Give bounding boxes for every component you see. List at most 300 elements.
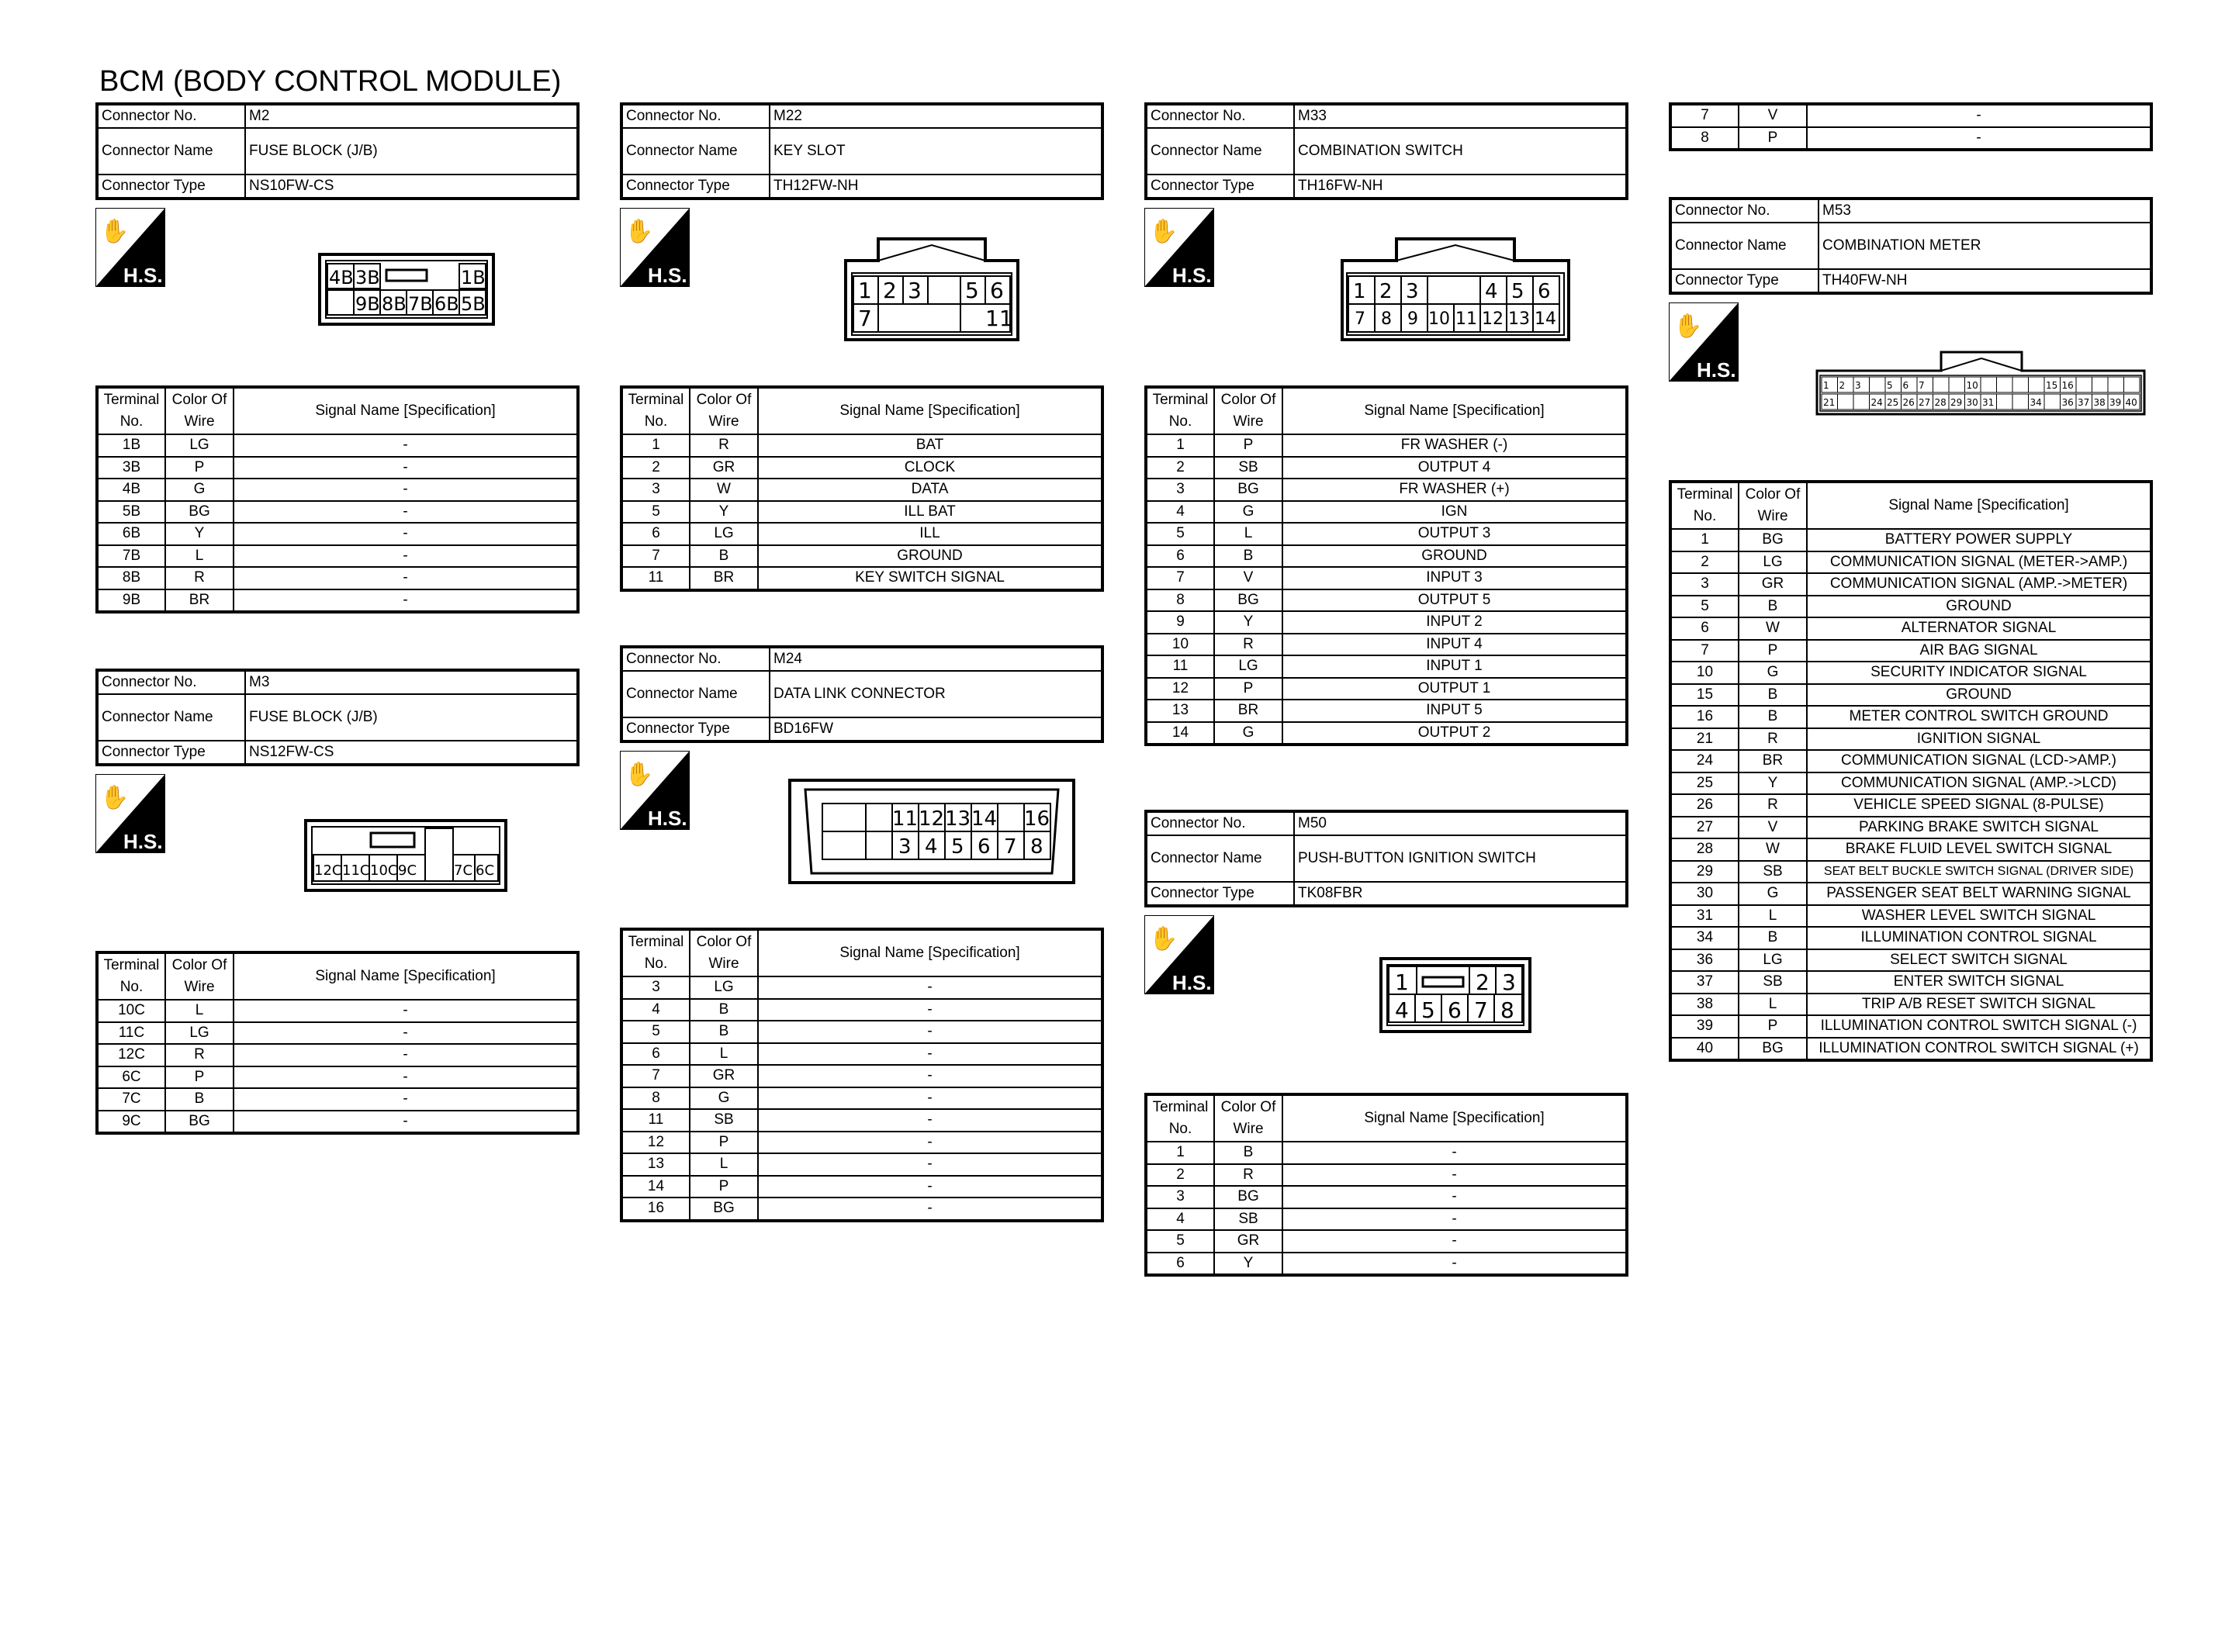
table-row: [1670, 838, 2151, 861]
table-row: [621, 523, 1102, 545]
signal-cell: COMMUNICATION SIGNAL (AMP.->METER): [1807, 573, 2151, 596]
signal-cell: GROUND: [1807, 684, 2151, 707]
color-cell: BG: [1739, 529, 1807, 551]
signal-cell: OUTPUT 4: [1282, 457, 1627, 479]
terminal-cell: 25: [1670, 772, 1739, 795]
signal-cell: COMMUNICATION SIGNAL (METER->AMP.): [1807, 551, 2151, 574]
terminal-cell: 5: [621, 1021, 690, 1043]
signal-cell: INPUT 2: [1282, 611, 1627, 634]
harness-side-icon: [1144, 915, 1213, 993]
table-row: [621, 434, 1102, 457]
color-cell: P: [690, 1176, 758, 1198]
svg-text:8: 8: [1030, 835, 1043, 859]
color-cell: LG: [1214, 655, 1282, 678]
terminal-cell: 4B: [97, 479, 165, 501]
color-cell: G: [1739, 662, 1807, 684]
table-row: [97, 457, 578, 479]
terminal-cell: 38: [1670, 994, 1739, 1016]
connector-m22-face: [843, 237, 1021, 341]
terminal-cell: 7: [621, 545, 690, 568]
svg-text:H.S.: H.S.: [648, 807, 687, 830]
terminal-cell: 37: [1670, 971, 1739, 994]
terminal-cell: 5: [621, 501, 690, 524]
connector-m3-terminals: Terminal No. Color Of Wire Signal Name [Specification] 10C L - 11C LG - 12C R - 6C P - 7C B - 9C BG -: [95, 951, 580, 1135]
signal-cell: -: [758, 1109, 1102, 1132]
svg-text:10: 10: [1428, 309, 1450, 329]
svg-text:3: 3: [1502, 969, 1516, 995]
color-cell: LG: [690, 976, 758, 999]
table-row: [1146, 1253, 1627, 1276]
color-cell: B: [1739, 596, 1807, 618]
table-row: [1670, 573, 2151, 596]
terminal-cell: 4: [1146, 501, 1214, 524]
color-cell: Y: [1214, 1253, 1282, 1276]
signal-cell: DATA: [758, 479, 1102, 501]
terminal-cell: 14: [1146, 722, 1214, 745]
signal-cell: SEAT BELT BUCKLE SWITCH SIGNAL (DRIVER SIDE): [1807, 861, 2151, 883]
pin: 7B: [408, 293, 433, 315]
connector-m3-info: [95, 669, 580, 766]
svg-text:✋: ✋: [100, 785, 130, 810]
color-cell: L: [690, 1153, 758, 1176]
signal-cell: -: [234, 501, 578, 524]
table-row: [1146, 545, 1627, 568]
pin: 8B: [382, 293, 407, 315]
table-row: [621, 567, 1102, 590]
pin: 40: [2125, 397, 2137, 408]
table-row: [1670, 529, 2151, 551]
terminal-cell: 7B: [97, 545, 165, 568]
signal-cell: -: [1282, 1142, 1627, 1164]
color-cell: BG: [1214, 1186, 1282, 1208]
terminal-cell: 28: [1670, 838, 1739, 861]
col-signal: Signal Name [Specification]: [234, 387, 578, 434]
table-row: [97, 434, 578, 457]
label-connector-name: Connector Name: [97, 694, 245, 741]
table-row: [1146, 501, 1627, 524]
table-row: [97, 501, 578, 524]
terminal-cell: 11: [1146, 655, 1214, 678]
table-row: [1670, 861, 2151, 883]
table-row: [97, 1066, 578, 1089]
terminal-cell: 13: [1146, 700, 1214, 722]
svg-text:5: 5: [965, 278, 979, 303]
terminal-cell: 31: [1670, 905, 1739, 928]
terminal-cell: 2: [621, 457, 690, 479]
color-cell: V: [1739, 104, 1807, 127]
terminal-cell: 6C: [97, 1066, 165, 1089]
color-cell: BG: [1214, 589, 1282, 612]
color-cell: L: [1739, 905, 1807, 928]
color-cell: Y: [1214, 611, 1282, 634]
terminal-cell: 8: [621, 1087, 690, 1110]
svg-text:9C: 9C: [398, 862, 417, 879]
terminal-cell: 6: [1146, 1253, 1214, 1276]
terminal-cell: 6: [621, 523, 690, 545]
terminal-cell: 10C: [97, 1000, 165, 1022]
terminal-cell: 12: [1146, 678, 1214, 700]
table-row: [97, 1111, 578, 1134]
terminal-cell: 36: [1670, 949, 1739, 972]
color-cell: GR: [690, 1065, 758, 1087]
color-cell: B: [1739, 927, 1807, 949]
svg-text:4: 4: [925, 835, 938, 859]
table-row: [1670, 684, 2151, 707]
terminal-cell: 7C: [97, 1088, 165, 1111]
terminal-cell: 3: [621, 479, 690, 501]
label-connector-type: Connector Type: [97, 175, 245, 199]
color-cell: B: [1739, 684, 1807, 707]
svg-text:12: 12: [919, 807, 945, 831]
connector-no: M2: [245, 104, 578, 128]
svg-text:✋: ✋: [1149, 219, 1178, 244]
terminal-cell: 6B: [97, 523, 165, 545]
pin: 7: [1919, 380, 1925, 391]
svg-text:5: 5: [1421, 997, 1435, 1023]
terminal-cell: 6: [1670, 617, 1739, 640]
table-row: [621, 999, 1102, 1021]
table-row: [1670, 706, 2151, 728]
signal-cell: INPUT 3: [1282, 567, 1627, 589]
color-cell: R: [165, 567, 234, 589]
terminal-cell: 30: [1670, 883, 1739, 905]
svg-text:4: 4: [1395, 997, 1409, 1023]
terminal-cell: 8B: [97, 567, 165, 589]
svg-text:7: 7: [858, 306, 872, 331]
signal-cell: OUTPUT 2: [1282, 722, 1627, 745]
terminal-cell: 12: [621, 1132, 690, 1154]
svg-text:14: 14: [971, 807, 998, 831]
color-cell: P: [165, 1066, 234, 1089]
harness-side-icon: [620, 208, 688, 285]
terminal-cell: 5: [1670, 596, 1739, 618]
pin: 24: [1870, 397, 1883, 408]
table-row: [621, 501, 1102, 524]
svg-text:7: 7: [1004, 835, 1017, 859]
terminal-cell: 1: [621, 434, 690, 457]
table-row: [1146, 611, 1627, 634]
color-cell: P: [1739, 640, 1807, 662]
table-row: [1670, 1015, 2151, 1038]
terminal-cell: 1B: [97, 434, 165, 457]
svg-text:✋: ✋: [100, 219, 130, 244]
table-row: [1146, 1186, 1627, 1208]
signal-cell: -: [234, 1044, 578, 1066]
pin: 25: [1887, 397, 1899, 408]
table-row: [97, 523, 578, 545]
terminal-cell: 5: [1146, 523, 1214, 545]
terminal-cell: 2: [1146, 1164, 1214, 1187]
color-cell: P: [165, 457, 234, 479]
table-row: [1670, 971, 2151, 994]
terminal-cell: 3: [1146, 1186, 1214, 1208]
table-row: [1670, 772, 2151, 795]
signal-cell: -: [758, 1153, 1102, 1176]
signal-cell: -: [758, 1132, 1102, 1154]
color-cell: LG: [690, 523, 758, 545]
signal-cell: -: [234, 457, 578, 479]
connector-m50-terminals: Terminal No. Color Of Wire Signal Name [Specification] 1 B - 2 R - 3 BG - 4 SB - 5 GR - 6 Y -: [1144, 1093, 1628, 1277]
terminal-cell: 7: [621, 1065, 690, 1087]
pin: 31: [1982, 397, 1995, 408]
color-cell: B: [1214, 545, 1282, 568]
terminal-cell: 11C: [97, 1022, 165, 1045]
svg-text:7: 7: [1474, 997, 1488, 1023]
pin: 6: [1902, 380, 1909, 391]
terminal-cell: 7: [1670, 640, 1739, 662]
terminal-cell: 24: [1670, 750, 1739, 772]
svg-text:2: 2: [1476, 969, 1490, 995]
table-row: [621, 1065, 1102, 1087]
svg-text:1: 1: [1353, 280, 1366, 303]
svg-text:1: 1: [858, 278, 872, 303]
pin: 26: [1902, 397, 1915, 408]
signal-cell: METER CONTROL SWITCH GROUND: [1807, 706, 2151, 728]
signal-cell: FR WASHER (-): [1282, 434, 1627, 457]
pin: 30: [1966, 397, 1978, 408]
connector-m24-face: [788, 779, 1075, 884]
svg-text:14: 14: [1535, 309, 1556, 329]
connector-m53-terminals: Terminal No. Color Of Wire Signal Name [Specification] 1 BG BATTERY POWER SUPPLY 2 LG COMMUNICATION SIGNAL (METER->AMP.) 3 GR COMMUNICATION SIGNAL (AMP.->METER) 5 B GROUND 6 W ALTERNATOR SIGNAL 7 P AIR BAG SIGNAL 10 G SECURITY INDICATOR SIGNAL 15 B GROUND 16 B METER CONTROL SWITCH GROUND 21 R IGNITION SIGNAL 24 BR COMMUNICATION SIGNAL (LCD->AMP.) 25 Y COMMUNICATION SIGNAL (AMP.->LCD) 26 R VEHICLE SPEED SIGNAL (8-PULSE) 27 V PARKING BRAKE SWITCH SIGNAL 28 W BRAKE FLUID LEVEL SWITCH SIGNAL 29 SB SEAT BELT BUCKLE SWITCH SIGNAL (DRIVER SIDE) 30 G PASSENGER SEAT BELT WARNING SIGNAL 31 L WASHER LEVEL SWITCH SIGNAL 34 B ILLUMINATION CONTROL SIGNAL 36 LG SELECT SWITCH SIGNAL 37 SB ENTER SWITCH SIGNAL 38 L TRIP A/B RESET SWITCH SIGNAL 39 P ILLUMINATION CONTROL SWITCH SIGNAL (-) 40 BG ILLUMINATION CONTROL SWITCH SIGNAL (+): [1669, 480, 2153, 1062]
connector-m2-terminals: [95, 385, 580, 613]
svg-text:1: 1: [1395, 969, 1409, 995]
color-cell: SB: [1214, 1208, 1282, 1231]
signal-cell: -: [234, 1022, 578, 1045]
connector-m3-face: [304, 819, 507, 892]
table-row: [97, 479, 578, 501]
terminal-cell: 9B: [97, 589, 165, 613]
svg-text:6: 6: [978, 835, 991, 859]
svg-text:5: 5: [951, 835, 964, 859]
signal-cell: -: [758, 999, 1102, 1021]
terminal-cell: 1: [1146, 434, 1214, 457]
svg-text:9: 9: [1407, 309, 1418, 329]
pin: 6B: [434, 293, 459, 315]
signal-cell: OUTPUT 1: [1282, 678, 1627, 700]
svg-text:4: 4: [1485, 280, 1498, 303]
table-row: [1146, 1230, 1627, 1253]
svg-text:H.S.: H.S.: [648, 264, 687, 287]
signal-cell: -: [758, 1087, 1102, 1110]
table-row: [1670, 551, 2151, 574]
svg-text:3: 3: [908, 278, 922, 303]
terminal-cell: 1: [1146, 1142, 1214, 1164]
table-row: [97, 545, 578, 568]
table-row: [1670, 994, 2151, 1016]
table-row: [621, 1198, 1102, 1221]
color-cell: P: [690, 1132, 758, 1154]
table-row: [1670, 662, 2151, 684]
connector-m33-info: Connector No. M33 Connector Name COMBINATION SWITCH Connector Type TH16FW-NH: [1144, 102, 1628, 200]
table-row: [1146, 722, 1627, 745]
signal-cell: INPUT 4: [1282, 634, 1627, 656]
terminal-cell: 5: [1146, 1230, 1214, 1253]
signal-cell: -: [758, 1043, 1102, 1066]
table-row: [1670, 927, 2151, 949]
color-cell: G: [1739, 883, 1807, 905]
color-cell: L: [165, 1000, 234, 1022]
pin: 15: [2046, 380, 2058, 391]
svg-text:6: 6: [1538, 280, 1551, 303]
table-row: [1146, 567, 1627, 589]
svg-text:6C: 6C: [476, 862, 495, 879]
signal-cell: ALTERNATOR SIGNAL: [1807, 617, 2151, 640]
table-row: [1670, 1038, 2151, 1061]
terminal-cell: 2: [1670, 551, 1739, 574]
table-row: [621, 1087, 1102, 1110]
table-row: [621, 1132, 1102, 1154]
svg-text:12: 12: [1482, 309, 1504, 329]
terminal-cell: 3B: [97, 457, 165, 479]
signal-cell: FR WASHER (+): [1282, 479, 1627, 501]
hs-label: H.S.: [123, 264, 163, 287]
color-cell: G: [165, 479, 234, 501]
signal-cell: -: [234, 1000, 578, 1022]
col-color: Color Of Wire: [165, 387, 234, 434]
signal-cell: KEY SWITCH SIGNAL: [758, 567, 1102, 590]
color-cell: P: [1214, 434, 1282, 457]
table-row: [621, 1109, 1102, 1132]
signal-cell: GROUND: [758, 545, 1102, 568]
signal-cell: PARKING BRAKE SWITCH SIGNAL: [1807, 817, 2151, 839]
color-cell: B: [165, 1088, 234, 1111]
svg-text:6: 6: [990, 278, 1004, 303]
signal-cell: -: [758, 1198, 1102, 1221]
signal-cell: INPUT 1: [1282, 655, 1627, 678]
terminal-cell: 2: [1146, 457, 1214, 479]
table-row: [621, 457, 1102, 479]
signal-cell: INPUT 5: [1282, 700, 1627, 722]
table-row: [97, 567, 578, 589]
connector-m50-info: Connector No. M50 Connector Name PUSH-BUTTON IGNITION SWITCH Connector Type TK08FBR: [1144, 810, 1628, 907]
signal-cell: -: [1282, 1208, 1627, 1231]
table-row: [1670, 750, 2151, 772]
signal-cell: -: [234, 1111, 578, 1134]
pin: 9B: [355, 293, 380, 315]
connector-m24-terminals: Terminal No. Color Of Wire Signal Name [Specification] 3 LG - 4 B - 5 B - 6 L - 7 GR - 8 G - 11 SB - 12 P - 13 L - 14 P - 16 BG -: [620, 928, 1104, 1222]
color-cell: V: [1739, 817, 1807, 839]
table-row: [1670, 949, 2151, 972]
label-connector-name: Connector Name: [97, 128, 245, 175]
terminal-cell: 12C: [97, 1044, 165, 1066]
color-cell: R: [1739, 794, 1807, 817]
svg-text:✋: ✋: [1149, 926, 1178, 952]
label-connector-no: Connector No.: [97, 104, 245, 128]
pin: 3B: [355, 267, 380, 289]
color-cell: BR: [1739, 750, 1807, 772]
connector-name: FUSE BLOCK (J/B): [245, 694, 578, 741]
table-row: [1146, 678, 1627, 700]
signal-cell: BAT: [758, 434, 1102, 457]
signal-cell: PASSENGER SEAT BELT WARNING SIGNAL: [1807, 883, 2151, 905]
terminal-cell: 16: [1670, 706, 1739, 728]
connector-m33-face: [1339, 237, 1572, 341]
color-cell: BG: [165, 1111, 234, 1134]
pin: 1: [1823, 380, 1829, 391]
signal-cell: COMMUNICATION SIGNAL (AMP.->LCD): [1807, 772, 2151, 795]
connector-no: M3: [245, 670, 578, 694]
color-cell: G: [690, 1087, 758, 1110]
color-cell: L: [165, 545, 234, 568]
signal-cell: SELECT SWITCH SIGNAL: [1807, 949, 2151, 972]
signal-cell: ENTER SWITCH SIGNAL: [1807, 971, 2151, 994]
pin: 28: [1934, 397, 1947, 408]
label-connector-type: Connector Type: [97, 741, 245, 765]
svg-text:2: 2: [1379, 280, 1393, 303]
terminal-cell: 3: [1146, 479, 1214, 501]
color-cell: L: [1739, 994, 1807, 1016]
signal-cell: -: [234, 1088, 578, 1111]
pin: 21: [1823, 397, 1836, 408]
terminal-cell: 16: [621, 1198, 690, 1221]
color-cell: SB: [1739, 971, 1807, 994]
table-row: [1670, 817, 2151, 839]
table-row: [621, 1043, 1102, 1066]
table-row: [1146, 1164, 1627, 1187]
color-cell: BG: [165, 501, 234, 524]
color-cell: G: [1214, 722, 1282, 745]
terminal-cell: 3: [1670, 573, 1739, 596]
connector-m2-face: [318, 253, 495, 326]
signal-cell: CLOCK: [758, 457, 1102, 479]
table-row: [621, 1176, 1102, 1198]
pin: 10: [1966, 380, 1978, 391]
table-row: [621, 479, 1102, 501]
signal-cell: TRIP A/B RESET SWITCH SIGNAL: [1807, 994, 2151, 1016]
color-cell: LG: [165, 1022, 234, 1045]
color-cell: P: [1739, 1015, 1807, 1038]
pin: 5B: [461, 293, 486, 315]
signal-cell: VEHICLE SPEED SIGNAL (8-PULSE): [1807, 794, 2151, 817]
terminal-cell: 5B: [97, 501, 165, 524]
color-cell: LG: [1739, 949, 1807, 972]
signal-cell: GROUND: [1282, 545, 1627, 568]
color-cell: Y: [165, 523, 234, 545]
signal-cell: -: [234, 589, 578, 613]
terminal-cell: 40: [1670, 1038, 1739, 1061]
signal-cell: COMMUNICATION SIGNAL (LCD->AMP.): [1807, 750, 2151, 772]
svg-text:3: 3: [898, 835, 912, 859]
terminal-cell: 14: [621, 1176, 690, 1198]
signal-cell: -: [1282, 1186, 1627, 1208]
signal-cell: -: [234, 434, 578, 457]
color-cell: BR: [165, 589, 234, 613]
terminal-cell: 11: [621, 1109, 690, 1132]
pin: 4B: [329, 267, 354, 289]
color-cell: BG: [690, 1198, 758, 1221]
signal-cell: -: [1282, 1230, 1627, 1253]
color-cell: B: [690, 1021, 758, 1043]
svg-text:10C: 10C: [370, 862, 398, 879]
table-row: [1146, 700, 1627, 722]
signal-cell: ILL: [758, 523, 1102, 545]
color-cell: GR: [1739, 573, 1807, 596]
terminal-cell: 11: [621, 567, 690, 590]
signal-cell: WASHER LEVEL SWITCH SIGNAL: [1807, 905, 2151, 928]
color-cell: R: [165, 1044, 234, 1066]
svg-text:12C: 12C: [314, 862, 342, 879]
table-row: [1670, 640, 2151, 662]
color-cell: BR: [1214, 700, 1282, 722]
connector-name: FUSE BLOCK (J/B): [245, 128, 578, 175]
terminal-cell: 7: [1146, 567, 1214, 589]
signal-cell: -: [758, 1065, 1102, 1087]
table-row: [1670, 905, 2151, 928]
table-row: [97, 1088, 578, 1111]
table-row: [1146, 589, 1627, 612]
color-cell: R: [1214, 634, 1282, 656]
pin: 37: [2078, 397, 2090, 408]
